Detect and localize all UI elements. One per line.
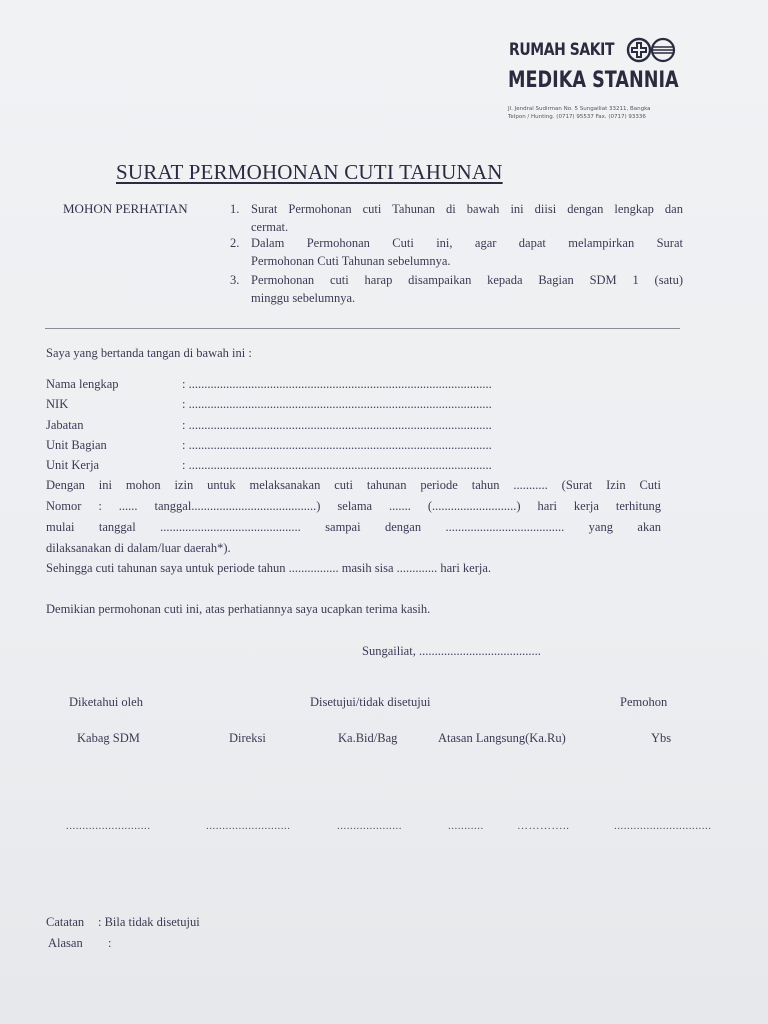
request-paragraph-line: dilaksanakan di dalam/luar daerah*).: [46, 541, 231, 555]
notice-item-text-cont: Permohonan Cuti Tahunan sebelumnya.: [251, 254, 451, 268]
hospital-name-line1: RUMAH SAKIT: [509, 40, 615, 60]
signature-line-direct-superior-a[interactable]: ...........: [448, 820, 484, 832]
applicant-label: Pemohon: [620, 695, 668, 709]
notice-item: [230, 202, 690, 238]
role-direct-superior: Atasan Langsung(Ka.Ru): [438, 731, 566, 745]
hospital-address: Jl. Jendral Sudirman No. 5 Sungailiat 33211, Bangka: [508, 106, 651, 112]
field-value-name[interactable]: : .................................................................................................: [182, 377, 492, 391]
role-applicant: Ybs: [651, 731, 672, 745]
reason-label: Alasan: [48, 936, 83, 950]
field-label-position: Jabatan: [46, 418, 84, 432]
document-title: SURAT PERMOHONAN CUTI TAHUNAN: [116, 160, 503, 184]
field-value-department[interactable]: : .................................................................................................: [182, 438, 492, 452]
notice-item-number: 1.: [230, 202, 240, 216]
hospital-phone-fax: Telpon / Hunting. (0717) 95537 Fax. (0717) 93336: [508, 114, 646, 120]
place-date: Sungailiat, .......................................: [362, 644, 541, 658]
notice-item-text: Surat Permohonan cuti Tahunan di bawah ini diisi dengan lengkap dan: [251, 202, 683, 216]
role-directors: Direksi: [229, 731, 266, 745]
signature-line-hr-head[interactable]: ..........................: [66, 820, 151, 832]
field-value-nik[interactable]: : .................................................................................................: [182, 397, 492, 411]
request-paragraph-line: Nomor : ...... tanggal........................................) selama ....... (...........................) hari kerja terhitung: [46, 499, 661, 513]
notice-item-number: 2.: [230, 236, 240, 250]
notice-item-text-cont: cermat.: [251, 220, 289, 234]
intro-text: Saya yang bertanda tangan di bawah ini :: [46, 346, 252, 360]
hospital-name-line2: MEDIKA STANNIA: [508, 68, 679, 93]
signature-line-applicant[interactable]: ..............................: [614, 820, 712, 832]
notice-item: [230, 273, 690, 309]
notice-item-text: Permohonan cuti harap disampaikan kepada Bagian SDM 1 (satu): [251, 273, 683, 287]
field-value-position[interactable]: : .................................................................................................: [182, 418, 492, 432]
closing-text: Demikian permohonan cuti ini, atas perhatiannya saya ucapkan terima kasih.: [46, 602, 431, 616]
reason-value[interactable]: :: [108, 936, 112, 950]
request-paragraph-line: Dengan ini mohon izin untuk melaksanakan cuti tahunan periode tahun ........... (Surat Izin Cuti: [46, 478, 661, 492]
signature-line-dept-head[interactable]: ....................: [337, 820, 402, 832]
role-hr-head: Kabag SDM: [77, 731, 140, 745]
notice-item-text-cont: minggu sebelumnya.: [251, 291, 356, 305]
field-label-work-unit: Unit Kerja: [46, 458, 100, 472]
known-by-label: Diketahui oleh: [69, 695, 143, 709]
notice-item-text: Dalam Permohonan Cuti ini, agar dapat melampirkan Surat: [251, 236, 683, 250]
section-divider: [45, 328, 680, 329]
field-label-department: Unit Bagian: [46, 438, 107, 452]
note-label: Catatan: [46, 915, 85, 929]
signature-line-direct-superior-b[interactable]: …………..: [517, 820, 570, 832]
notice-item: [230, 236, 690, 272]
approval-label: Disetujui/tidak disetujui: [310, 695, 431, 709]
remaining-leave-line: Sehingga cuti tahunan saya untuk periode tahun ................ masih sisa ............. hari kerja.: [46, 561, 492, 575]
field-label-nik: NIK: [46, 397, 69, 411]
notice-label: MOHON PERHATIAN: [63, 201, 188, 216]
signature-line-directors[interactable]: ..........................: [206, 820, 291, 832]
role-dept-head: Ka.Bid/Bag: [338, 731, 398, 745]
cross-globe-icon: [625, 37, 677, 63]
note-value: : Bila tidak disetujui: [98, 915, 200, 929]
request-paragraph-line: mulai tanggal ............................................. sampai dengan ...................................... yang akan: [46, 520, 661, 534]
notice-item-number: 3.: [230, 273, 240, 287]
field-label-name: Nama lengkap: [46, 377, 119, 391]
field-value-work-unit[interactable]: : .................................................................................................: [182, 458, 492, 472]
